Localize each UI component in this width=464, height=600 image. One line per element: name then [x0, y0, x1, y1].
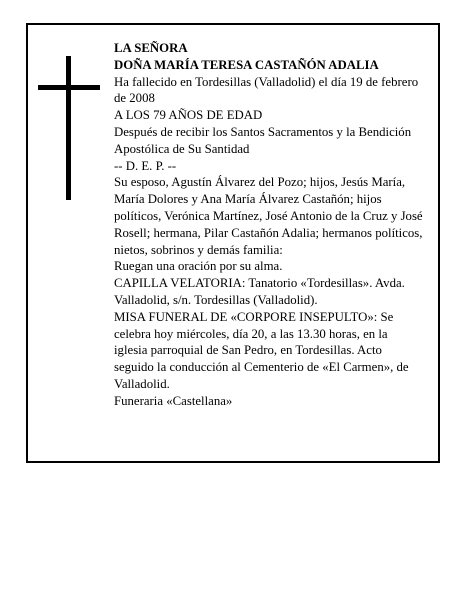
deceased-name: DOÑA MARÍA TERESA CASTAÑÓN ADALIA: [114, 57, 379, 72]
family-list: Su esposo, Agustín Álvarez del Pozo; hijos, Jesús María, María Dolores y Ana María Álvarez Castañón; hijos políticos, Verónica Martínez, José Antonio de la Cruz y José Rosell; hermana, Pilar Castañón Adalia; hermanos políticos, nietos, sobrinos y demás familia:: [114, 175, 423, 257]
wake-chapel: CAPILLA VELATORIA: Tanatorio «Tordesillas». Avda. Valladolid, s/n. Tordesillas (Valladolid).: [114, 276, 405, 307]
sacraments-line: Después de recibir los Santos Sacramentos y la Bendición Apostólica de Su Santidad: [114, 124, 412, 156]
cross-vertical-bar: [66, 56, 71, 200]
death-announcement: Ha fallecido en Tordesillas (Valladolid) el día 19 de febrero de 2008: [114, 74, 419, 106]
honorific: LA SEÑORA: [114, 41, 188, 55]
funeral-mass: MISA FUNERAL DE «CORPORE INSEPULTO»: Se celebra hoy miércoles, día 20, a las 13.30 horas, en la iglesia parroquial de San Pedro, en Tordesillas. Acto seguido la conducción al Cementerio de «El Carmen», de Valladolid.: [114, 309, 409, 391]
obituary-text: [114, 40, 424, 410]
cross-horizontal-bar: [38, 85, 100, 90]
latin-cross-icon: [38, 56, 100, 200]
age-line: A LOS 79 AÑOS DE EDAD: [114, 108, 263, 123]
prayer-request: Ruegan una oración por su alma.: [114, 259, 283, 274]
obituary-notice: [26, 23, 440, 463]
funeral-home: Funeraria «Castellana»: [114, 393, 233, 408]
rest-in-peace: -- D. E. P. --: [114, 158, 177, 173]
